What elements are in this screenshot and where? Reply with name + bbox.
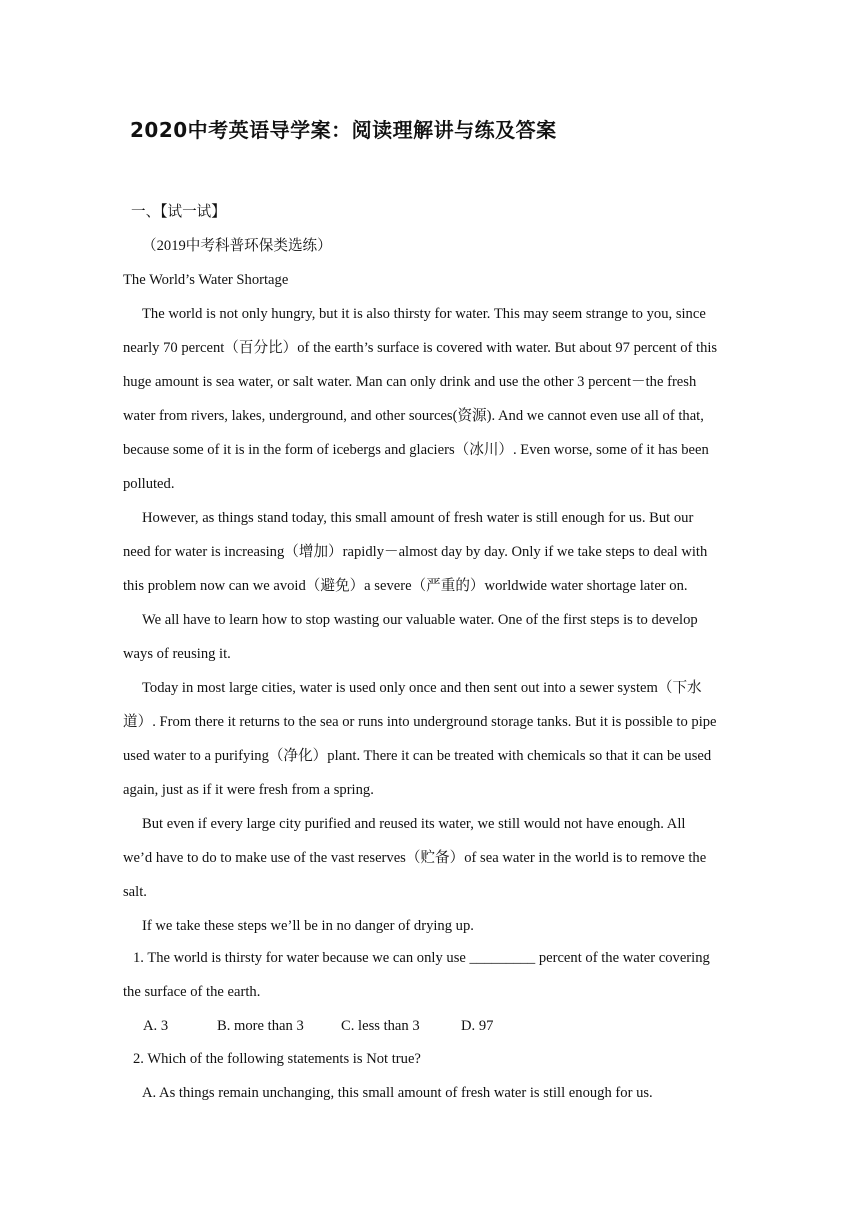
passage-line: huge amount is sea water, or salt water. Man can only drink and use the other 3 percent－the fresh: [123, 374, 697, 390]
passage-line: this problem now can we avoid（避免）a severe（严重的）worldwide water shortage later on.: [123, 578, 688, 594]
passage-line: If we take these steps we’ll be in no danger of drying up.: [142, 918, 474, 934]
passage-line: nearly 70 percent（百分比）of the earth’s surface is covered with water. But about 97 percent of this: [123, 340, 718, 356]
passage-line: We all have to learn how to stop wasting our valuable water. One of the first steps is to develop: [142, 612, 698, 628]
section-heading: 一、【试一试】: [131, 204, 226, 220]
passage-line: water from rivers, lakes, underground, and other sources(资源). And we cannot even use all of that,: [123, 408, 704, 424]
question-1-continued: the surface of the earth.: [123, 984, 261, 1000]
passage-line: Today in most large cities, water is used only once and then sent out into a sewer system（下水: [142, 680, 702, 696]
passage-line: need for water is increasing（增加）rapidly－almost day by day. Only if we take steps to deal with: [123, 544, 708, 560]
passage-line: The world is not only hungry, but it is also thirsty for water. This may seem strange to you, since: [142, 306, 706, 322]
passage-line: we’d have to do to make use of the vast reserves（贮备）of sea water in the world is to remove the: [123, 850, 707, 866]
question-1-option-c: C. less than 3: [341, 1018, 420, 1034]
passage-line: because some of it is in the form of icebergs and glaciers（冰川）. Even worse, some of it has been: [123, 442, 709, 458]
passage-title: The World’s Water Shortage: [123, 272, 289, 288]
question-1-option-d: D. 97: [461, 1018, 494, 1034]
passage-line: again, just as if it were fresh from a spring.: [123, 782, 374, 798]
question-1-option-b: B. more than 3: [217, 1018, 304, 1034]
passage-line: polluted.: [123, 476, 175, 492]
question-1: 1. The world is thirsty for water because we can only use _________ percent of the water covering: [133, 950, 710, 966]
page-title: 2020中考英语导学案：阅读理解讲与练及答案: [130, 118, 557, 142]
question-2: 2. Which of the following statements is Not true?: [133, 1051, 421, 1067]
source-note: （2019中考科普环保类选练）: [142, 238, 332, 254]
passage-line: ways of reusing it.: [123, 646, 231, 662]
passage-line: used water to a purifying（净化）plant. There it can be treated with chemicals so that it can be used: [123, 748, 712, 764]
question-1-option-a: A. 3: [143, 1018, 169, 1034]
passage-line: salt.: [123, 884, 147, 900]
passage-line: But even if every large city purified and reused its water, we still would not have enough. All: [142, 816, 686, 832]
passage-line: However, as things stand today, this small amount of fresh water is still enough for us. But our: [142, 510, 694, 526]
question-2-option-a: A. As things remain unchanging, this small amount of fresh water is still enough for us.: [142, 1085, 653, 1101]
passage-line: 道）. From there it returns to the sea or runs into underground storage tanks. But it is possible to pipe: [123, 714, 717, 730]
